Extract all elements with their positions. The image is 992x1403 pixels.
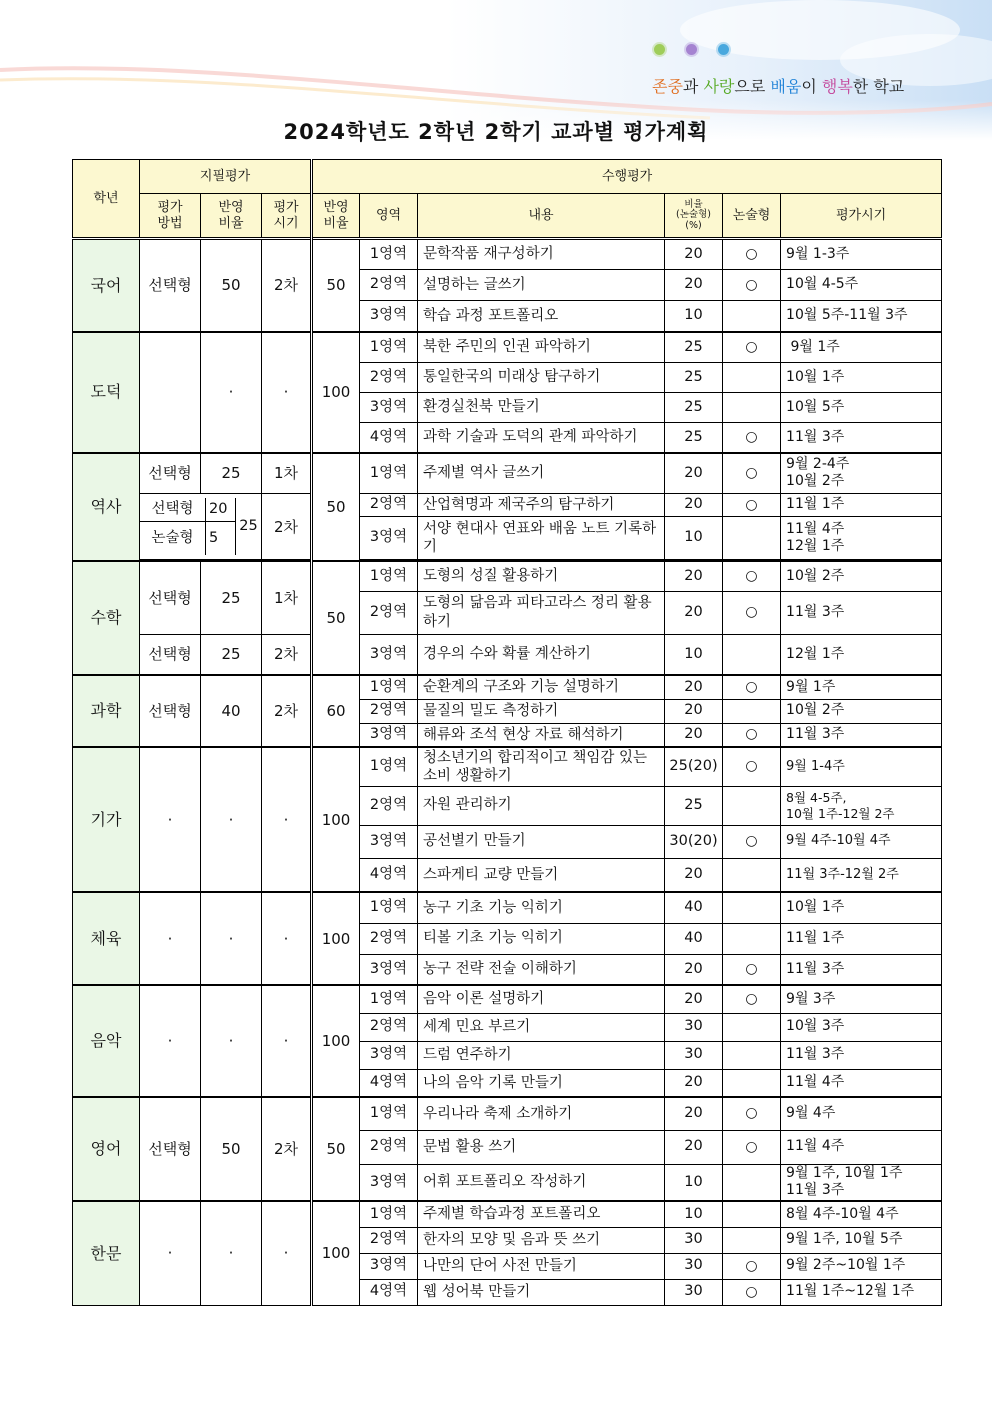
essay-mark: ○ xyxy=(723,453,781,494)
period-cell: 8월 4주-10월 4주 xyxy=(781,1201,942,1227)
essay-mark: ○ xyxy=(723,747,781,786)
written-timing: 2차 xyxy=(262,634,312,675)
ratio-cell: 25 xyxy=(665,423,723,453)
period-cell: 10월 2주 xyxy=(781,699,942,723)
written-method: 선택형 xyxy=(140,239,201,332)
content-cell: 자원 관리하기 xyxy=(418,786,665,825)
period-cell: 11월 4주 xyxy=(781,1130,942,1164)
domain-cell: 2영역 xyxy=(360,1013,418,1041)
motto-part: 배움 xyxy=(770,77,802,96)
ratio-cell: 20 xyxy=(665,985,723,1013)
ratio-cell: 10 xyxy=(665,517,723,560)
subject-name: 체육 xyxy=(73,892,140,985)
written-weight-part: 5 xyxy=(206,521,236,555)
ratio-cell: 20 xyxy=(665,675,723,699)
written-weight: · xyxy=(201,892,262,985)
essay-mark: ○ xyxy=(723,270,781,301)
written-weight: 25 xyxy=(201,634,262,675)
ratio-cell: 25(20) xyxy=(665,747,723,786)
period-cell: 10월 2주 xyxy=(781,561,942,591)
content-cell: 문학작품 재구성하기 xyxy=(418,239,665,270)
subject-name: 국어 xyxy=(73,239,140,332)
ratio-cell: 20 xyxy=(665,1130,723,1164)
period-cell: 9월 4주 xyxy=(781,1097,942,1130)
perf-weight: 100 xyxy=(312,1201,360,1305)
domain-cell: 2영역 xyxy=(360,923,418,954)
written-weight-part: 20 xyxy=(206,498,236,521)
domain-cell: 3영역 xyxy=(360,634,418,675)
history-second-exam xyxy=(140,494,262,560)
written-method: · xyxy=(140,892,201,985)
domain-cell: 1영역 xyxy=(360,747,418,786)
ratio-cell: 25 xyxy=(665,393,723,423)
subject-name: 한문 xyxy=(73,1201,140,1305)
period-cell: 10월 5주 xyxy=(781,393,942,423)
essay-mark xyxy=(723,786,781,825)
content-cell: 음악 이론 설명하기 xyxy=(418,985,665,1013)
period-cell: 11월 1주 xyxy=(781,923,942,954)
period-cell: 11월 3주 xyxy=(781,1041,942,1069)
domain-cell: 3영역 xyxy=(360,1253,418,1279)
essay-mark xyxy=(723,858,781,892)
written-weight: · xyxy=(201,332,262,453)
content-cell: 학습 과정 포트폴리오 xyxy=(418,301,665,332)
content-cell: 공선별기 만들기 xyxy=(418,825,665,858)
essay-mark: ○ xyxy=(723,675,781,699)
period-cell: 11월 3주 xyxy=(781,423,942,453)
written-timing: 2차 xyxy=(262,239,312,332)
period-cell: 11월 3주-12월 2주 xyxy=(781,858,942,892)
motto-part: 과 xyxy=(682,77,704,96)
written-timing: · xyxy=(262,747,312,892)
history-split xyxy=(140,498,261,555)
written-method: · xyxy=(140,985,201,1097)
period-cell: 9월 1주, 10월 1주 11월 3주 xyxy=(781,1164,942,1201)
period-cell: 9월 1주, 10월 5주 xyxy=(781,1227,942,1253)
domain-cell: 3영역 xyxy=(360,723,418,747)
ratio-cell: 20 xyxy=(665,453,723,494)
header-period: 평가시기 xyxy=(781,194,942,239)
period-cell: 11월 3주 xyxy=(781,954,942,985)
content-cell: 물질의 밀도 측정하기 xyxy=(418,699,665,723)
essay-mark xyxy=(723,699,781,723)
written-method: 선택형 xyxy=(140,453,201,494)
domain-cell: 1영역 xyxy=(360,675,418,699)
table-row xyxy=(73,985,942,1013)
essay-mark: ○ xyxy=(723,239,781,270)
period-cell: 10월 3주 xyxy=(781,1013,942,1041)
content-cell: 순환계의 구조와 기능 설명하기 xyxy=(418,675,665,699)
essay-mark xyxy=(723,634,781,675)
perf-weight: 100 xyxy=(312,332,360,453)
ratio-cell: 30 xyxy=(665,1253,723,1279)
essay-mark xyxy=(723,1069,781,1097)
content-cell: 스파게티 교량 만들기 xyxy=(418,858,665,892)
period-cell: 11월 1주 xyxy=(781,494,942,517)
essay-mark: ○ xyxy=(723,561,781,591)
written-weight: 50 xyxy=(201,239,262,332)
period-cell: 9월 3주 xyxy=(781,985,942,1013)
written-timing: 2차 xyxy=(262,1097,312,1201)
subject-name: 과학 xyxy=(73,675,140,747)
written-method: 선택형 xyxy=(140,634,201,675)
period-cell: 11월 1주~12월 1주 xyxy=(781,1279,942,1305)
domain-cell: 2영역 xyxy=(360,786,418,825)
table-row xyxy=(73,239,942,270)
domain-cell: 2영역 xyxy=(360,699,418,723)
header-written: 지필평가 xyxy=(140,160,312,194)
perf-weight: 100 xyxy=(312,985,360,1097)
table-row xyxy=(73,1097,942,1130)
written-weight: 50 xyxy=(201,1097,262,1201)
content-cell: 어휘 포트폴리오 작성하기 xyxy=(418,1164,665,1201)
essay-mark: ○ xyxy=(723,1279,781,1305)
essay-mark: ○ xyxy=(723,494,781,517)
essay-mark: ○ xyxy=(723,985,781,1013)
written-timing: 1차 xyxy=(262,453,312,494)
content-cell: 도형의 닮음과 피타고라스 정리 활용하기 xyxy=(418,591,665,634)
written-method xyxy=(140,332,201,453)
domain-cell: 4영역 xyxy=(360,858,418,892)
essay-mark: ○ xyxy=(723,1097,781,1130)
content-cell: 드럼 연주하기 xyxy=(418,1041,665,1069)
period-cell: 9월 2주~10월 1주 xyxy=(781,1253,942,1279)
content-cell: 세계 민요 부르기 xyxy=(418,1013,665,1041)
ratio-cell: 10 xyxy=(665,1201,723,1227)
table-row xyxy=(73,453,942,494)
written-method: · xyxy=(140,747,201,892)
domain-cell: 4영역 xyxy=(360,1279,418,1305)
ratio-cell: 20 xyxy=(665,494,723,517)
essay-mark xyxy=(723,923,781,954)
table-row xyxy=(73,494,942,517)
ratio-cell: 20 xyxy=(665,858,723,892)
domain-cell: 4영역 xyxy=(360,1069,418,1097)
written-weight: 25 xyxy=(201,561,262,634)
written-method: 선택형 xyxy=(140,675,201,747)
essay-mark xyxy=(723,1227,781,1253)
ratio-cell: 20 xyxy=(665,239,723,270)
header-weight: 반영 비율 xyxy=(201,194,262,239)
written-weight: · xyxy=(201,985,262,1097)
ratio-cell: 30 xyxy=(665,1041,723,1069)
domain-cell: 2영역 xyxy=(360,1130,418,1164)
written-method: 선택형 xyxy=(140,561,201,634)
content-cell: 농구 전략 전술 이해하기 xyxy=(418,954,665,985)
subject-name: 역사 xyxy=(73,453,140,562)
written-timing: 2차 xyxy=(262,675,312,747)
content-cell: 주제별 학습과정 포트폴리오 xyxy=(418,1201,665,1227)
period-cell: 9월 1주 xyxy=(781,332,942,363)
header-ratio: 비율 (논술형) (%) xyxy=(665,194,723,239)
period-cell: 9월 1주 xyxy=(781,675,942,699)
domain-cell: 2영역 xyxy=(360,363,418,393)
written-method: 선택형 xyxy=(140,1097,201,1201)
table-row xyxy=(73,332,942,363)
period-cell: 11월 3주 xyxy=(781,723,942,747)
perf-weight: 50 xyxy=(312,239,360,332)
written-weight: 40 xyxy=(201,675,262,747)
ratio-cell: 20 xyxy=(665,270,723,301)
perf-weight: 100 xyxy=(312,747,360,892)
essay-mark xyxy=(723,517,781,560)
ratio-cell: 25 xyxy=(665,363,723,393)
content-cell: 북한 주민의 인권 파악하기 xyxy=(418,332,665,363)
table-row xyxy=(73,634,942,675)
table-row xyxy=(73,747,942,786)
motto-part: 행복 xyxy=(821,77,853,96)
content-cell: 우리나라 축제 소개하기 xyxy=(418,1097,665,1130)
written-method: · xyxy=(140,1201,201,1305)
domain-cell: 3영역 xyxy=(360,1041,418,1069)
written-timing: · xyxy=(262,892,312,985)
ratio-cell: 25 xyxy=(665,332,723,363)
period-cell: 9월 1-4주 xyxy=(781,747,942,786)
ratio-cell: 30 xyxy=(665,1227,723,1253)
essay-mark xyxy=(723,301,781,332)
period-cell: 9월 1-3주 xyxy=(781,239,942,270)
essay-mark: ○ xyxy=(723,1253,781,1279)
ratio-cell: 20 xyxy=(665,699,723,723)
perf-weight: 100 xyxy=(312,892,360,985)
written-method: 선택형 xyxy=(140,498,206,521)
written-weight: 25 xyxy=(201,453,262,494)
domain-cell: 3영역 xyxy=(360,825,418,858)
subject-name: 영어 xyxy=(73,1097,140,1201)
written-timing: 2차 xyxy=(262,494,312,560)
written-method: 논술형 xyxy=(140,521,206,555)
period-cell: 12월 1주 xyxy=(781,634,942,675)
essay-mark: ○ xyxy=(723,332,781,363)
dot-icon xyxy=(654,44,665,55)
motto-part: 으로 xyxy=(734,77,771,96)
ratio-cell: 30 xyxy=(665,1013,723,1041)
motto-part: 이 xyxy=(801,77,822,96)
table-row xyxy=(73,1201,942,1227)
content-cell: 문법 활용 쓰기 xyxy=(418,1130,665,1164)
domain-cell: 1영역 xyxy=(360,1097,418,1130)
content-cell: 한자의 모양 및 음과 뜻 쓰기 xyxy=(418,1227,665,1253)
ratio-cell: 40 xyxy=(665,892,723,923)
domain-cell: 3영역 xyxy=(360,1164,418,1201)
motto-part: 사랑 xyxy=(703,77,735,96)
domain-cell: 2영역 xyxy=(360,591,418,634)
essay-mark: ○ xyxy=(723,1130,781,1164)
subject-name: 음악 xyxy=(73,985,140,1097)
domain-cell: 1영역 xyxy=(360,453,418,494)
ratio-cell: 20 xyxy=(665,1097,723,1130)
header-domain: 영역 xyxy=(360,194,418,239)
ratio-cell: 30(20) xyxy=(665,825,723,858)
ratio-cell: 20 xyxy=(665,954,723,985)
motto-part: 한 학교 xyxy=(852,77,905,96)
perf-weight: 50 xyxy=(312,1097,360,1201)
content-cell: 경우의 수와 확률 계산하기 xyxy=(418,634,665,675)
header-timing: 평가 시기 xyxy=(262,194,312,239)
essay-mark xyxy=(723,363,781,393)
domain-cell: 2영역 xyxy=(360,270,418,301)
motto-part: 존중 xyxy=(652,77,683,96)
period-cell: 9월 2-4주 10월 2주 xyxy=(781,453,942,494)
ratio-cell: 10 xyxy=(665,1164,723,1201)
domain-cell: 1영역 xyxy=(360,561,418,591)
content-cell: 환경실천북 만들기 xyxy=(418,393,665,423)
ratio-cell: 10 xyxy=(665,634,723,675)
header-essay: 논술형 xyxy=(723,194,781,239)
essay-mark xyxy=(723,1201,781,1227)
page-title: 2024학년도 2학년 2학기 교과별 평가계획 xyxy=(283,120,709,144)
domain-cell: 3영역 xyxy=(360,301,418,332)
domain-cell: 4영역 xyxy=(360,423,418,453)
written-timing: 1차 xyxy=(262,561,312,634)
header-perf-weight: 반영 비율 xyxy=(312,194,360,239)
written-weight: · xyxy=(201,1201,262,1305)
content-cell: 농구 기초 기능 익히기 xyxy=(418,892,665,923)
domain-cell: 3영역 xyxy=(360,954,418,985)
essay-mark: ○ xyxy=(723,423,781,453)
domain-cell: 2영역 xyxy=(360,1227,418,1253)
period-cell: 9월 4주-10월 4주 xyxy=(781,825,942,858)
written-weight: · xyxy=(201,747,262,892)
period-cell: 10월 1주 xyxy=(781,892,942,923)
essay-mark xyxy=(723,1013,781,1041)
period-cell: 11월 4주 12월 1주 xyxy=(781,517,942,560)
essay-mark: ○ xyxy=(723,723,781,747)
period-cell: 10월 1주 xyxy=(781,363,942,393)
perf-weight: 50 xyxy=(312,453,360,562)
period-cell: 11월 3주 xyxy=(781,591,942,634)
domain-cell: 1영역 xyxy=(360,892,418,923)
table-row xyxy=(73,675,942,699)
header-method: 평가 방법 xyxy=(140,194,201,239)
content-cell: 산업혁명과 제국주의 탐구하기 xyxy=(418,494,665,517)
written-weight: 25 xyxy=(239,517,258,534)
essay-mark xyxy=(723,892,781,923)
content-cell: 웹 성어북 만들기 xyxy=(418,1279,665,1305)
header-grade: 학년 xyxy=(73,160,140,239)
domain-cell: 3영역 xyxy=(360,517,418,560)
subject-name: 수학 xyxy=(73,561,140,675)
ratio-cell: 20 xyxy=(665,723,723,747)
written-timing: · xyxy=(262,985,312,1097)
perf-weight: 50 xyxy=(312,561,360,675)
domain-cell: 1영역 xyxy=(360,239,418,270)
content-cell: 과학 기술과 도덕의 관계 파악하기 xyxy=(418,423,665,453)
subject-name: 기가 xyxy=(73,747,140,892)
domain-cell: 2영역 xyxy=(360,494,418,517)
content-cell: 설명하는 글쓰기 xyxy=(418,270,665,301)
essay-mark xyxy=(723,1164,781,1201)
content-cell: 해류와 조석 현상 자료 해석하기 xyxy=(418,723,665,747)
period-cell: 8월 4-5주, 10월 1주-12월 2주 xyxy=(781,786,942,825)
ratio-cell: 20 xyxy=(665,1069,723,1097)
ratio-cell: 40 xyxy=(665,923,723,954)
content-cell: 티볼 기초 기능 익히기 xyxy=(418,923,665,954)
content-cell: 도형의 성질 활용하기 xyxy=(418,561,665,591)
evaluation-plan-table xyxy=(72,159,942,1306)
domain-cell: 3영역 xyxy=(360,393,418,423)
domain-cell: 1영역 xyxy=(360,1201,418,1227)
ratio-cell: 30 xyxy=(665,1279,723,1305)
table-row xyxy=(73,561,942,591)
content-cell: 주제별 역사 글쓰기 xyxy=(418,453,665,494)
table-row xyxy=(73,892,942,923)
essay-mark: ○ xyxy=(723,591,781,634)
domain-cell: 1영역 xyxy=(360,985,418,1013)
ratio-cell: 10 xyxy=(665,301,723,332)
essay-mark xyxy=(723,1041,781,1069)
content-cell: 통일한국의 미래상 탐구하기 xyxy=(418,363,665,393)
period-cell: 10월 4-5주 xyxy=(781,270,942,301)
content-cell: 나의 음악 기록 만들기 xyxy=(418,1069,665,1097)
ratio-cell: 20 xyxy=(665,591,723,634)
essay-mark xyxy=(723,393,781,423)
content-cell: 청소년기의 합리적이고 책임감 있는 소비 생활하기 xyxy=(418,747,665,786)
perf-weight: 60 xyxy=(312,675,360,747)
essay-mark: ○ xyxy=(723,954,781,985)
domain-cell: 1영역 xyxy=(360,332,418,363)
period-cell: 11월 4주 xyxy=(781,1069,942,1097)
header-content: 내용 xyxy=(418,194,665,239)
dot-icon xyxy=(718,44,729,55)
header-performance: 수행평가 xyxy=(312,160,942,194)
subject-name: 도덕 xyxy=(73,332,140,453)
written-timing: · xyxy=(262,332,312,453)
dot-icon xyxy=(686,44,697,55)
content-cell: 나만의 단어 사전 만들기 xyxy=(418,1253,665,1279)
essay-mark: ○ xyxy=(723,825,781,858)
school-motto xyxy=(652,74,904,97)
ratio-cell: 20 xyxy=(665,561,723,591)
written-timing: · xyxy=(262,1201,312,1305)
content-cell: 서양 현대사 연표와 배움 노트 기록하기 xyxy=(418,517,665,560)
period-cell: 10월 5주-11월 3주 xyxy=(781,301,942,332)
ratio-cell: 25 xyxy=(665,786,723,825)
